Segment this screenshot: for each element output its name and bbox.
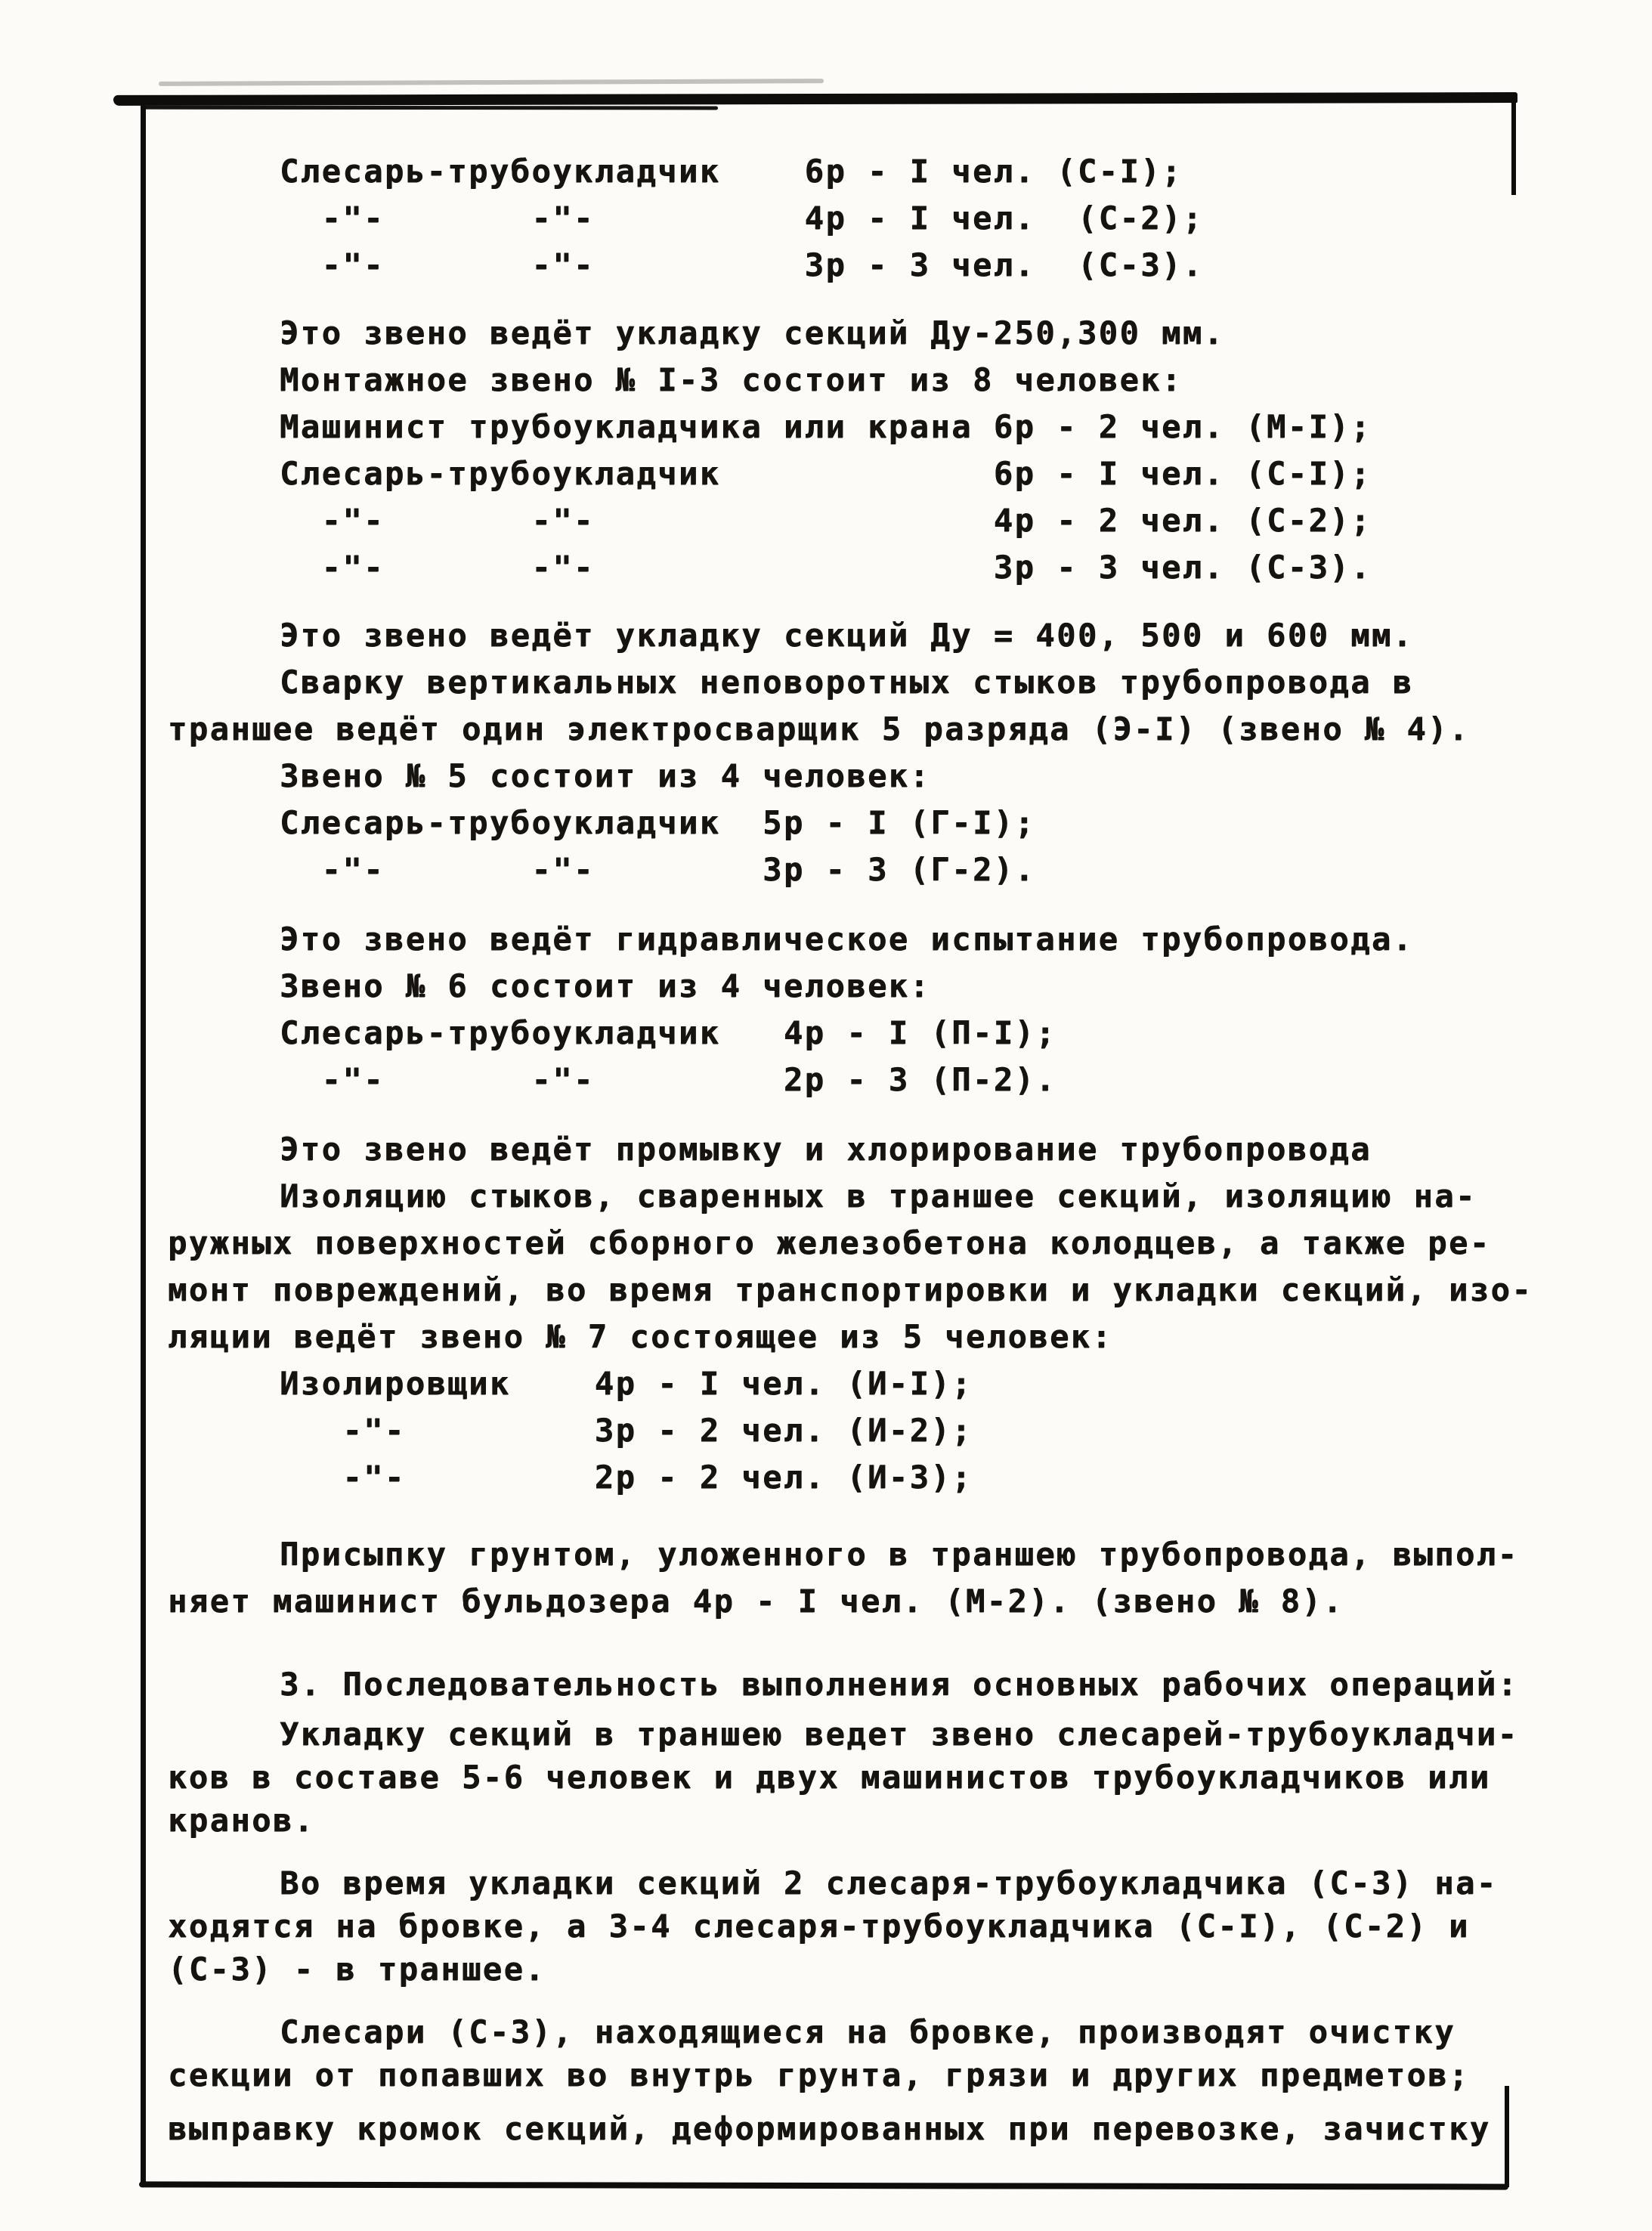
paragraph-line: Присыпку грунтом, уложенного в траншею трубопровода, выпол- xyxy=(280,1536,1519,1573)
paragraph-line: няет машинист бульдозера 4р - I чел. (М-2). (звено № 8). xyxy=(168,1583,1344,1620)
roster-line: Машинист трубоукладчика или крана 6р - 2 чел. (М-I); xyxy=(280,408,1372,445)
section-heading: 3. Последовательность выполнения основных рабочих операций: xyxy=(280,1666,1519,1703)
paragraph-line: выправку кромок секций, деформированных при перевозке, зачистку xyxy=(168,2110,1491,2147)
roster-line: -"- -"- 3р - 3 чел. (С-3). xyxy=(280,246,1204,283)
roster-line: -"- -"- 3р - 3 (Г-2). xyxy=(280,851,1036,888)
paragraph-line: ружных поверхностей сборного железобетона колодцев, а также ре- xyxy=(168,1224,1491,1261)
roster-line: -"- -"- 4р - I чел. (С-2); xyxy=(280,200,1204,237)
paragraph-line: Слесари (С-3), находящиеся на бровке, производят очистку xyxy=(280,2013,1456,2050)
paragraph-line: Укладку секций в траншею ведет звено слесарей-трубоукладчи- xyxy=(280,1716,1519,1753)
roster-line: -"- -"- 2р - 3 (П-2). xyxy=(280,1061,1057,1098)
roster-line: Слесарь-трубоукладчик 4р - I (П-I); xyxy=(280,1014,1057,1051)
roster-line: -"- -"- 3р - 3 чел. (С-3). xyxy=(280,549,1372,586)
page-border-top xyxy=(113,92,1517,106)
document-text xyxy=(168,148,1589,2150)
scan-smudge xyxy=(159,79,824,86)
roster-line: Слесарь-трубоукладчик 5р - I (Г-I); xyxy=(280,804,1036,841)
paragraph-line: Звено № 6 состоит из 4 человек: xyxy=(280,967,931,1004)
paragraph-line: Во время укладки секций 2 слесаря-трубоукладчика (С-3) на- xyxy=(280,1864,1498,1901)
paragraph-line: Это звено ведёт промывку и хлорирование трубопровода xyxy=(280,1131,1372,1168)
roster-line: -"- 3р - 2 чел. (И-2); xyxy=(280,1412,973,1449)
paragraph-line: Монтажное звено № I-3 состоит из 8 человек: xyxy=(280,361,1183,398)
paragraph-line: кранов. xyxy=(168,1802,315,1839)
page-border-left xyxy=(141,98,146,2187)
paragraph-line: Это звено ведёт гидравлическое испытание трубопровода. xyxy=(280,921,1414,958)
paragraph-line: ходятся на бровке, а 3-4 слесаря-трубоукладчика (С-I), (С-2) и xyxy=(168,1908,1470,1945)
paragraph-line: Звено № 5 состоит из 4 человек: xyxy=(280,757,931,794)
paragraph-line: Это звено ведёт укладку секций Ду-250,300 мм. xyxy=(280,314,1225,351)
roster-line: -"- 2р - 2 чел. (И-3); xyxy=(280,1459,973,1496)
paragraph-line: траншее ведёт один электросварщик 5 разряда (Э-I) (звено № 4). xyxy=(168,710,1470,747)
paragraph-line: (С-3) - в траншее. xyxy=(168,1951,546,1988)
page-border-bottom xyxy=(139,2181,1508,2189)
paragraph-line: Сварку вертикальных неповоротных стыков трубопровода в xyxy=(280,664,1414,701)
roster-line: Слесарь-трубоукладчик 6р - I чел. (С-I); xyxy=(280,455,1372,492)
paragraph-line: Это звено ведёт укладку секций Ду = 400, 500 и 600 мм. xyxy=(280,617,1414,654)
roster-line: Изолировщик 4р - I чел. (И-I); xyxy=(280,1365,973,1402)
roster-line: Слесарь-трубоукладчик 6р - I чел. (С-I); xyxy=(280,153,1183,190)
paragraph-line: ляции ведёт звено № 7 состоящее из 5 человек: xyxy=(168,1318,1113,1355)
paragraph-line: секции от попавших во внутрь грунта, грязи и других предметов; xyxy=(168,2056,1470,2093)
paragraph-line: Изоляцию стыков, сваренных в траншее секций, изоляцию на- xyxy=(280,1177,1477,1215)
paragraph-line: монт повреждений, во время транспортировки и укладки секций, изо- xyxy=(168,1271,1533,1308)
roster-line: -"- -"- 4р - 2 чел. (С-2); xyxy=(280,502,1372,539)
paragraph-line: ков в составе 5-6 человек и двух машинистов трубоукладчиков или xyxy=(168,1759,1491,1796)
